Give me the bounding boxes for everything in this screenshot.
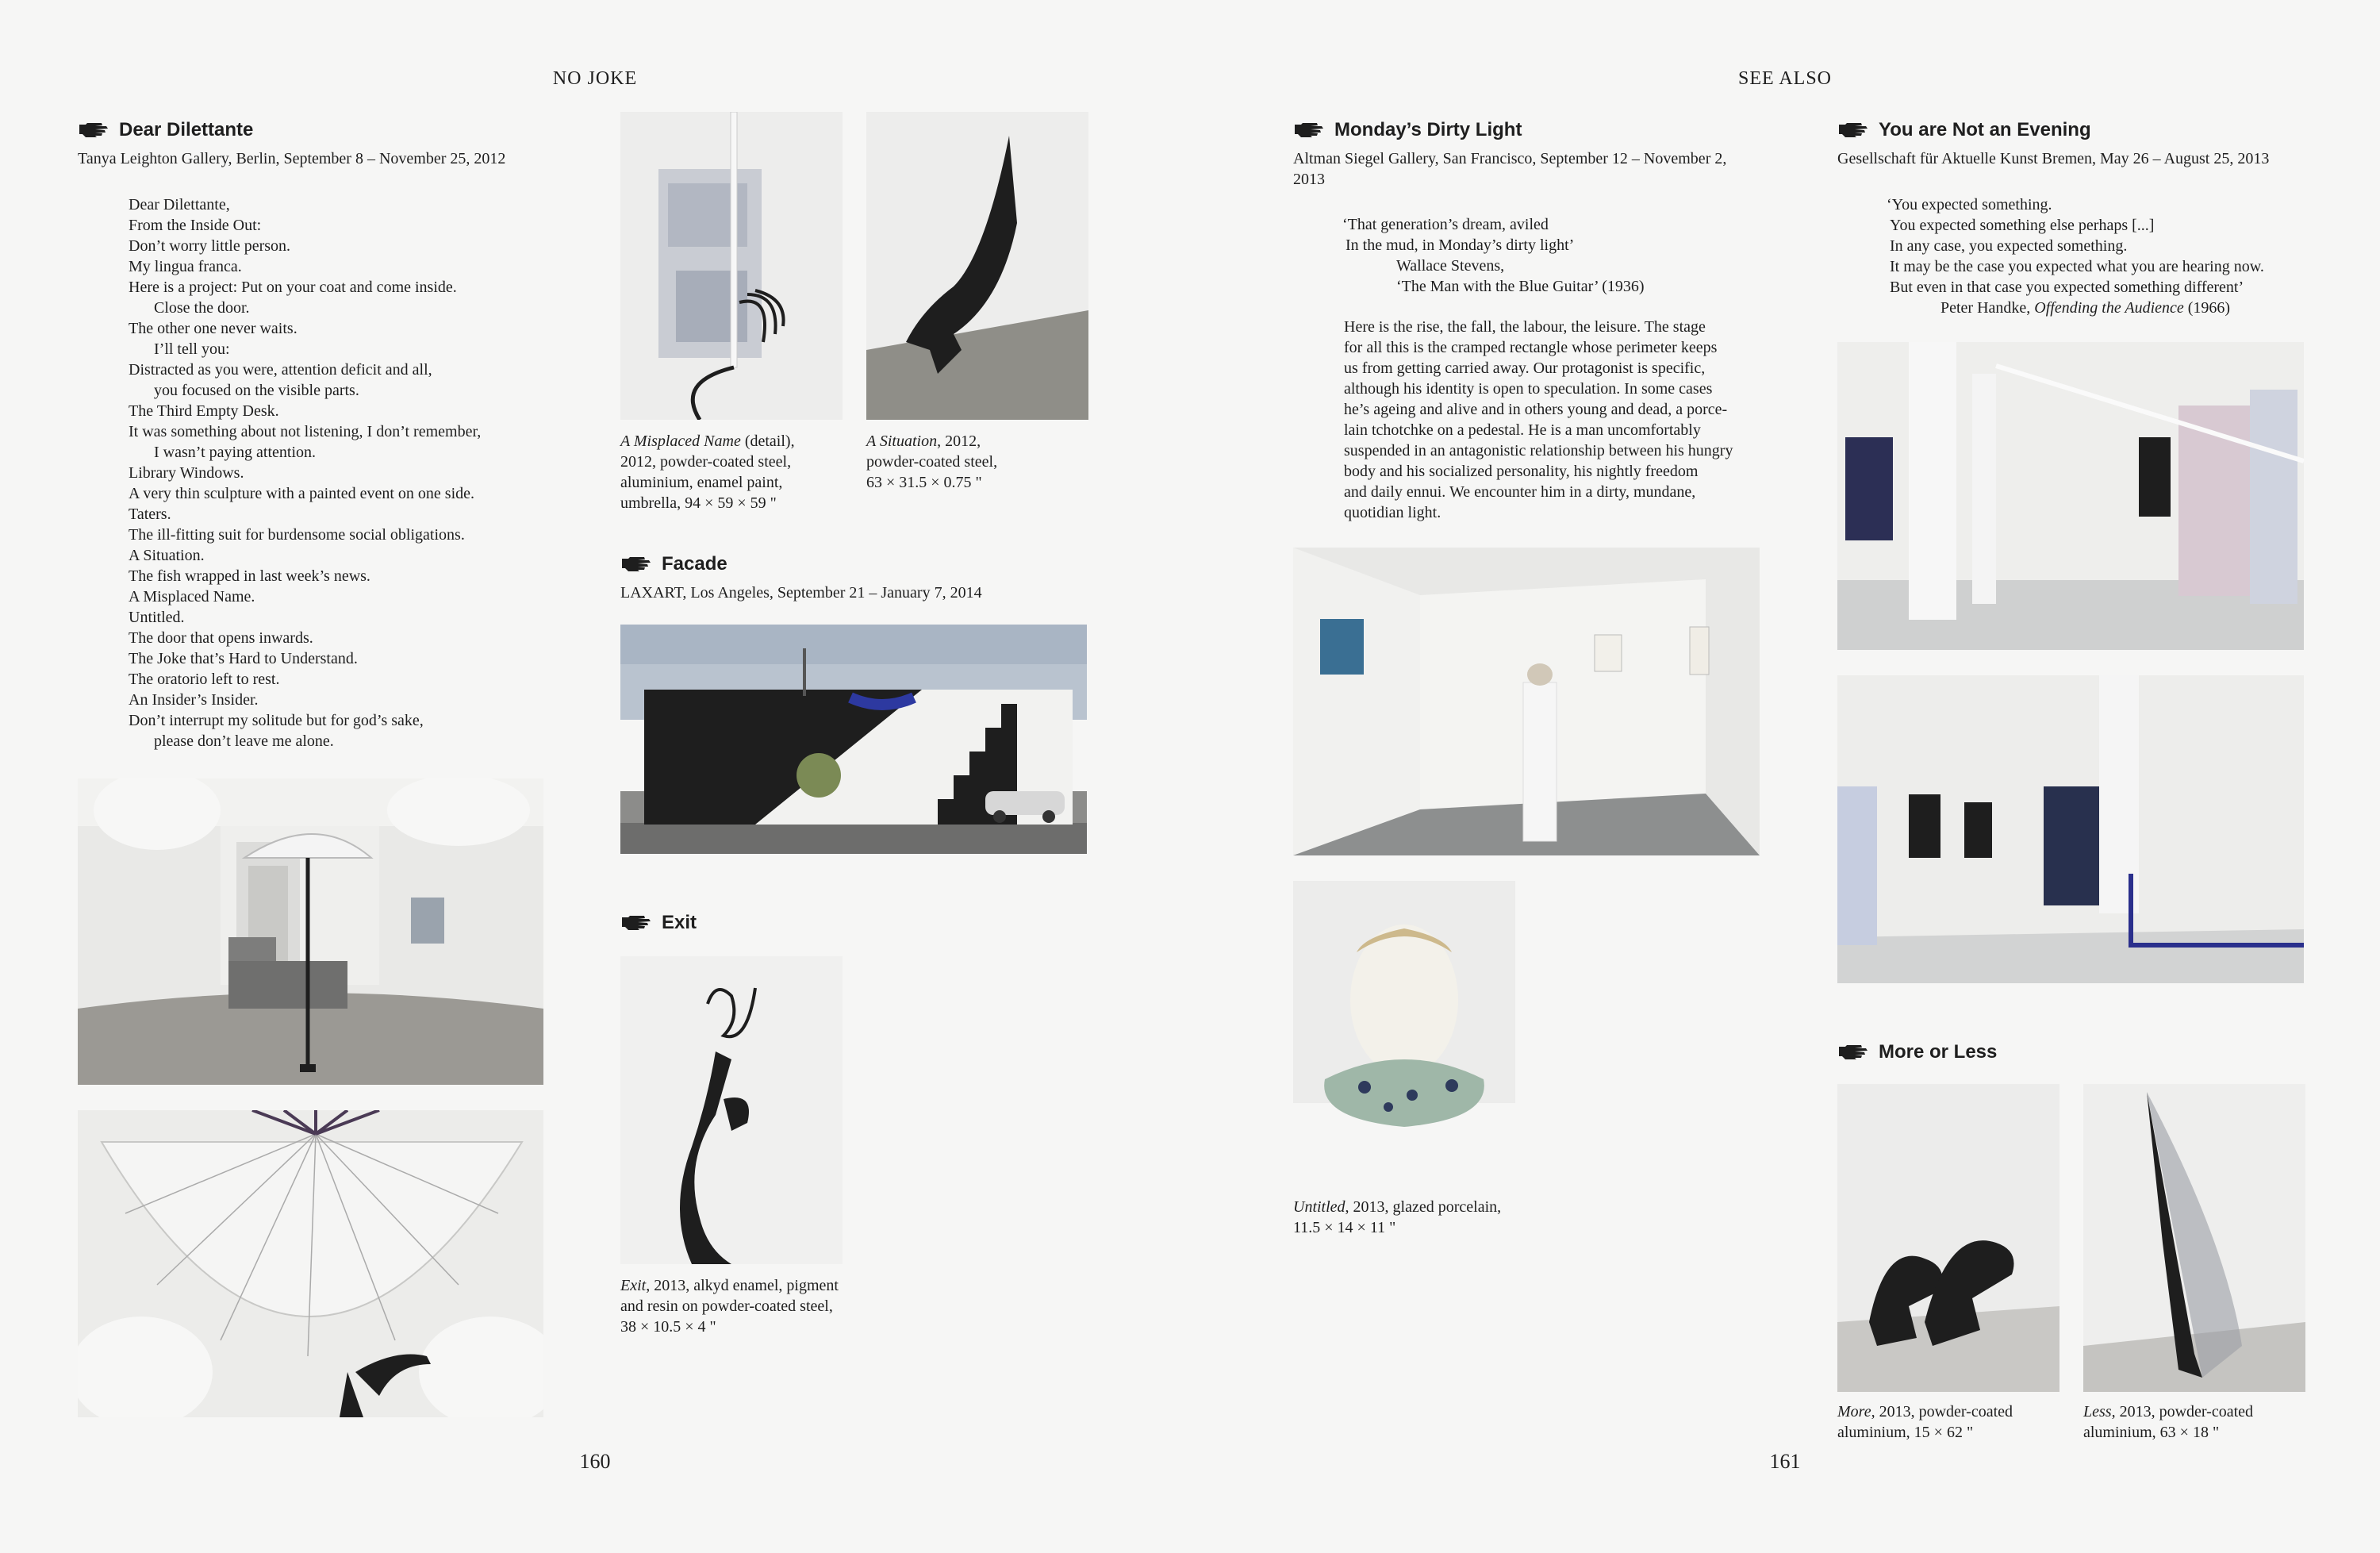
poem-line: I wasn’t paying attention. (154, 444, 317, 461)
pointing-hand-icon (620, 555, 652, 573)
photo-more-sculpture (1837, 1084, 2059, 1392)
poem-line: It was something about not listening, I don’t remember, (129, 423, 482, 440)
running-head-right: SEE ALSO (1737, 68, 1832, 89)
section-title-more-or-less: More or Less (1837, 1041, 1997, 1063)
poem-line: From the Inside Out: (129, 217, 262, 234)
essay-line: quotidian light. (1344, 504, 1441, 521)
photo-umbrella-from-below (78, 1110, 543, 1417)
caption-less: Less, 2013, powder-coated aluminium, 63 × 18 " (2083, 1403, 2254, 1441)
quote-line: ‘You expected something. (1887, 196, 2052, 213)
poem-line: I’ll tell you: (154, 340, 230, 358)
poem-line: you focused on the visible parts. (154, 382, 359, 399)
quote-line: It may be the case you expected what you are hearing now. (1890, 258, 2264, 275)
caption-untitled: Untitled, 2013, glazed porcelain, 11.5 × 14 × 11 " (1293, 1198, 1502, 1236)
poem-line: Don’t interrupt my solitude but for god’s sake, (129, 712, 424, 729)
essay-line: lain tchotchke on a pedestal. He is a man uncomfortably (1344, 421, 1701, 439)
poem-line: A very thin sculpture with a painted event on one side. (129, 485, 475, 502)
poem-line: Close the door. (154, 299, 250, 317)
section-title-facade: Facade (620, 553, 727, 575)
section-title-exit: Exit (620, 912, 697, 934)
photo-exit-sculpture (620, 956, 843, 1264)
essay-line: us from getting carried away. Our protagonist is specific, (1344, 359, 1706, 377)
essay-mondays-dirty-light (1344, 317, 1788, 523)
poem-line: Taters. (129, 505, 171, 523)
poem-line: Here is a project: Put on your coat and come inside. (129, 279, 457, 296)
page-number-left: 160 (579, 1450, 611, 1473)
poem-line: Dear Dilettante, (129, 196, 230, 213)
poem-line: The door that opens inwards. (129, 629, 313, 647)
caption-exit: Exit, 2013, alkyd enamel, pigment and resin on powder-coated steel, 38 × 10.5 × 4 " (620, 1277, 839, 1336)
venue-dear-dilettante: Tanya Leighton Gallery, Berlin, September 8 – November 25, 2012 (78, 150, 506, 167)
installation-photo-altman-siegel (1293, 548, 1760, 855)
pointing-hand-icon (78, 121, 109, 139)
quote-line: ‘The Man with the Blue Guitar’ (1936) (1396, 278, 1645, 295)
quote-peter-handke (1887, 194, 2331, 298)
installation-photo-umbrella-stairs (78, 778, 543, 1085)
essay-line: and daily ennui. We encounter him in a dirty, mundane, (1344, 483, 1696, 501)
caption-a-misplaced-name: A Misplaced Name (detail), 2012, powder-coated steel, aluminium, enamel paint, umbrella, 94 × 59 × 59 " (620, 432, 795, 512)
poem-line: An Insider’s Insider. (129, 691, 259, 709)
caption-more: More, 2013, powder-coated aluminium, 15 × 62 " (1837, 1403, 2013, 1441)
poem-line: A Misplaced Name. (129, 588, 255, 605)
pointing-hand-icon (620, 914, 652, 932)
quote-attribution-handke: Peter Handke, Offending the Audience (1966) (1940, 299, 2231, 317)
poem-line: The ill-fitting suit for burdensome social obligations. (129, 526, 465, 544)
essay-line: for all this is the cramped rectangle whose perimeter keeps (1344, 339, 1718, 356)
poem-line: Don’t worry little person. (129, 237, 291, 255)
essay-line: he’s ageing and alive and in others young and dead, a porce- (1344, 401, 1728, 418)
quote-line: In the mud, in Monday’s dirty light’ (1345, 236, 1575, 254)
essay-line: although his identity is open to speculation. In some cases (1344, 380, 1713, 398)
installation-photo-gak-bremen-1 (1837, 342, 2304, 650)
poem-line: please don’t leave me alone. (154, 732, 334, 750)
poem-line: The fish wrapped in last week’s news. (129, 567, 370, 585)
poem-line: The Third Empty Desk. (129, 402, 279, 420)
running-head-left: NO JOKE (552, 68, 638, 89)
photo-a-situation (866, 112, 1088, 420)
poem-line: My lingua franca. (129, 258, 242, 275)
venue-you-are-not-an-evening: Gesellschaft für Aktuelle Kunst Bremen, May 26 – August 25, 2013 (1837, 150, 2270, 167)
installation-photo-gak-bremen-2 (1837, 675, 2304, 983)
poem-line: Distracted as you were, attention deficit and all, (129, 361, 432, 379)
section-title-you-are-not-an-evening: You are Not an Evening (1837, 119, 2091, 141)
quote-line: ‘That generation’s dream, aviled (1342, 216, 1549, 233)
quote-wallace-stevens (1342, 214, 1787, 297)
poem-line: The other one never waits. (129, 320, 298, 337)
poem-line: The Joke that’s Hard to Understand. (129, 650, 358, 667)
photo-less-sculpture (2083, 1084, 2305, 1392)
poem-line: A Situation. (129, 547, 205, 564)
caption-a-situation: A Situation, 2012, powder-coated steel, 63 × 31.5 × 0.75 " (866, 432, 998, 491)
venue-mondays-dirty-light: Altman Siegel Gallery, San Francisco, September 12 – November 2, 2013 (1293, 150, 1727, 188)
photo-a-misplaced-name (620, 112, 843, 420)
poem-line: Untitled. (129, 609, 185, 626)
essay-line: body and his socialized personality, his nightly freedom (1344, 463, 1699, 480)
section-title-dear-dilettante: Dear Dilettante (78, 119, 253, 141)
quote-line: In any case, you expected something. (1890, 237, 2128, 255)
venue-facade: LAXART, Los Angeles, September 21 – January 7, 2014 (620, 584, 982, 602)
pointing-hand-icon (1293, 121, 1325, 139)
essay-line: suspended in an antagonistic relationship between his hungry (1344, 442, 1733, 459)
pointing-hand-icon (1837, 121, 1869, 139)
quote-line: But even in that case you expected something different’ (1890, 279, 2244, 296)
photo-facade-building (620, 625, 1087, 854)
poem-dear-dilettante (129, 194, 541, 752)
section-title-mondays-dirty-light: Monday’s Dirty Light (1293, 119, 1522, 141)
quote-line: You expected something else perhaps [...] (1890, 217, 2155, 234)
quote-line: Wallace Stevens, (1396, 257, 1505, 275)
poem-line: The oratorio left to rest. (129, 671, 280, 688)
page-number-right: 161 (1769, 1450, 1801, 1473)
poem-line: Library Windows. (129, 464, 244, 482)
essay-line: Here is the rise, the fall, the labour, the leisure. The stage (1344, 318, 1706, 336)
photo-untitled-porcelain-head (1293, 881, 1515, 1189)
pointing-hand-icon (1837, 1044, 1869, 1061)
